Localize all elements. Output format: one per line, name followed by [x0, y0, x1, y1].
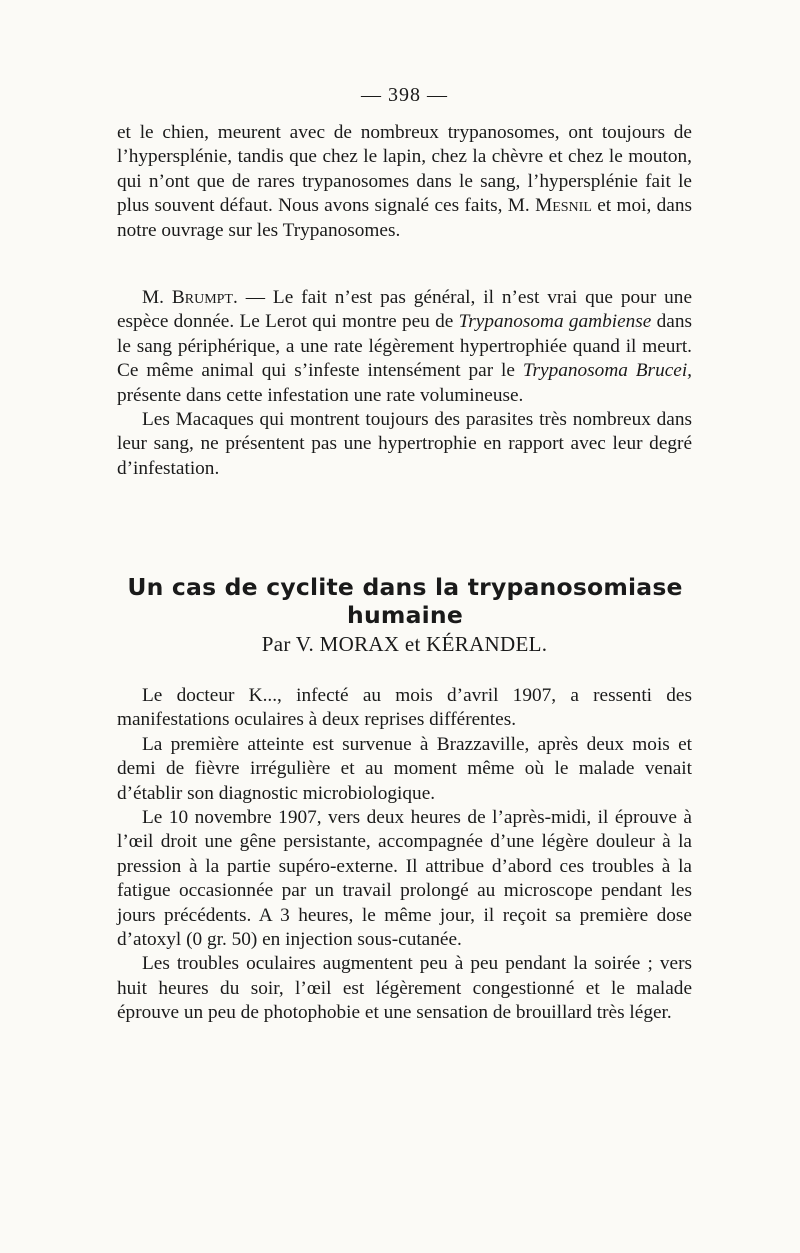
species-name: Trypanosoma gambiense	[458, 311, 652, 333]
discussion-text: présente dans cette infestation une rate volumineuse.	[117, 384, 524, 406]
article-byline: Par V. MORAX et KÉRANDEL.	[261, 632, 548, 656]
author-name: Mesnil	[535, 195, 592, 217]
discussion-text: et le chien, meurent avec de nombreux trypanosomes, ont toujours de l’hypersplénie, tandis que chez le lapin, chez la chèvre et chez le mouton, qui n’ont que de rares trypanosomes dans le sang, l’hypersplénie fait le plus souvent défaut. Nous avons signalé ces faits, M.	[117, 122, 692, 217]
article-body	[117, 684, 692, 1026]
discussion-paragraph-3: Les Macaques qui montrent toujours des parasites très nombreux dans leur sang, ne présentent pas une hypertrophie en rapport avec leur degré d’infestation.	[117, 409, 692, 479]
article-paragraph: Le 10 novembre 1907, vers deux heures de l’après-midi, il éprouve à l’œil droit une gêne persistante, accompagnée d’une légère douleur à la pression à la partie supéro-externe. Il attribue d’abord ces troubles à la fatigue occasionnée par un travail prolongé au microscope pendant les jours précédents. A 3 heures, le même jour, il reçoit sa première dose d’atoxyl (0 gr. 50) en injection sous-cutanée.	[117, 807, 692, 951]
species-name: Trypanosoma Brucei,	[522, 360, 692, 382]
discussion-paragraph-1	[117, 121, 692, 243]
article-paragraph: La première atteinte est survenue à Brazzaville, après deux mois et demi de fièvre irrégulière et au moment même où le malade venait d’établir son diagnostic microbiologique.	[117, 733, 692, 804]
discussion-text: et moi, dans notre ouvrage sur les Trypanosomes.	[117, 195, 692, 241]
speaker-name: Brumpt.	[171, 287, 238, 308]
article-paragraph: Les troubles oculaires augmentent peu à peu pendant la soirée ; vers huit heures du soir, l’œil est légèrement congestionné et le malade éprouve un peu de photophobie et une sensation de brouillard très léger.	[117, 953, 692, 1024]
page-number: — 398 —	[361, 84, 448, 106]
discussion-text: dans le sang périphérique, a une rate légèrement hypertrophiée quand il meurt. Ce même animal qui s’infeste intensément par le	[117, 311, 692, 382]
discussion-text: M.	[142, 287, 164, 308]
discussion-text: — Le fait n’est pas général, il n’est vrai que pour une espèce donnée. Le Lerot qui montre peu de	[117, 287, 692, 333]
previous-discussion	[117, 121, 692, 243]
discussion-paragraph-2	[117, 286, 692, 408]
article-paragraph: Le docteur K..., infecté au mois d’avril 1907, a ressenti des manifestations oculaires à deux reprises différentes.	[117, 685, 692, 731]
article-title: Un cas de cyclite dans la trypanosomiase humaine	[127, 573, 683, 629]
brumpt-remark	[117, 286, 692, 481]
